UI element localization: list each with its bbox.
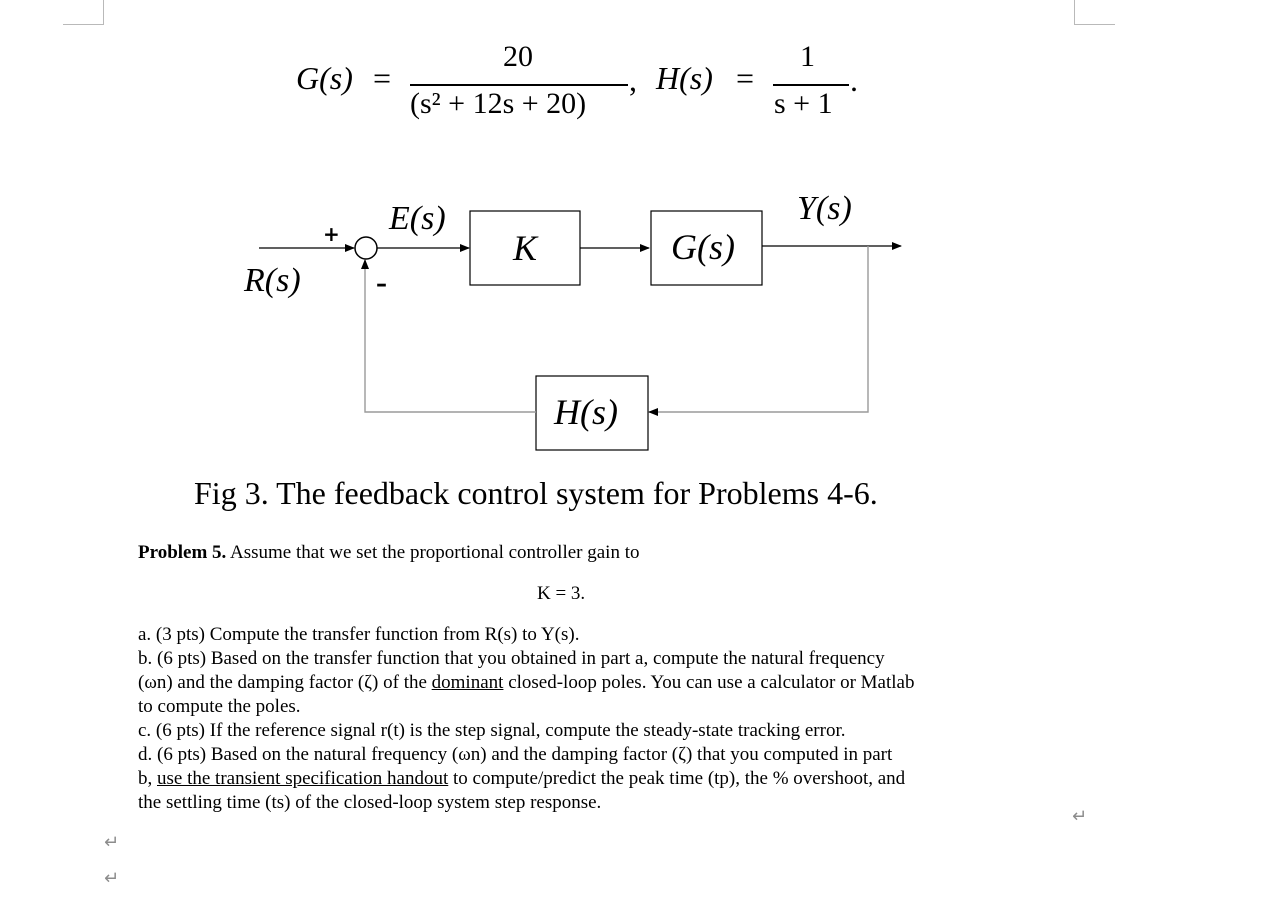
- h-equals: =: [736, 60, 755, 96]
- label-e-s: E(s): [389, 200, 446, 237]
- h-lhs: H(s): [656, 60, 713, 96]
- h-period: .: [850, 62, 858, 98]
- part-b-line2-pre: (ωn) and the damping factor (ζ) of the: [138, 672, 432, 693]
- part-d-line2-post: to compute/predict the peak time (tp), the % overshoot, and: [448, 768, 906, 789]
- part-b-line1: b. (6 pts) Based on the transfer function that you obtained in part a, compute the natural frequency: [138, 648, 885, 669]
- block-k-label: K: [513, 228, 538, 268]
- g-equals: =: [373, 60, 392, 96]
- part-c: c. (6 pts) If the reference signal r(t) is the step signal, compute the steady-state tracking error.: [138, 720, 846, 741]
- return-mark-right: ↵: [1072, 806, 1088, 827]
- h-denominator: s + 1: [774, 87, 833, 120]
- plus-sign: +: [323, 222, 340, 246]
- g-lhs: G(s): [296, 60, 353, 96]
- return-mark-left-1: ↵: [104, 832, 120, 853]
- transient-handout-link[interactable]: use the transient specification handout: [157, 768, 449, 789]
- g-denominator: (s² + 12s + 20): [410, 87, 587, 120]
- g-numerator: 20: [503, 40, 533, 73]
- part-d-line2: [138, 767, 1008, 791]
- return-mark-left-2: ↵: [104, 868, 120, 889]
- problem-intro-text: Assume that we set the proportional controller gain to: [226, 542, 640, 563]
- part-b-line2-post: closed-loop poles. You can use a calculator or Matlab: [503, 672, 915, 693]
- part-b-line2: [138, 671, 1008, 695]
- figure-caption: Fig 3. The feedback control system for Problems 4-6.: [194, 475, 878, 511]
- label-y-s: Y(s): [797, 190, 852, 227]
- part-d-line2-pre: b,: [138, 768, 157, 789]
- summing-junction: [355, 237, 377, 259]
- part-b-line3: to compute the poles.: [138, 696, 301, 717]
- part-d-line1: d. (6 pts) Based on the natural frequency (ωn) and the damping factor (ζ) that you computed in part: [138, 744, 893, 765]
- problem-parts: [138, 623, 1008, 815]
- g-comma: ,: [629, 62, 637, 98]
- label-r-s: R(s): [244, 262, 301, 299]
- problem-intro: [138, 541, 639, 565]
- dominant-underlined: dominant: [431, 672, 504, 693]
- block-g-label: G(s): [671, 227, 735, 267]
- part-a: a. (3 pts) Compute the transfer function from R(s) to Y(s).: [138, 624, 580, 645]
- h-numerator: 1: [800, 40, 815, 73]
- minus-sign: –: [376, 272, 387, 297]
- part-d-line3: the settling time (ts) of the closed-loop system step response.: [138, 792, 602, 813]
- block-h-label: H(s): [554, 392, 618, 432]
- problem-heading: Problem 5.: [138, 542, 227, 563]
- gain-equation: K = 3.: [537, 583, 586, 604]
